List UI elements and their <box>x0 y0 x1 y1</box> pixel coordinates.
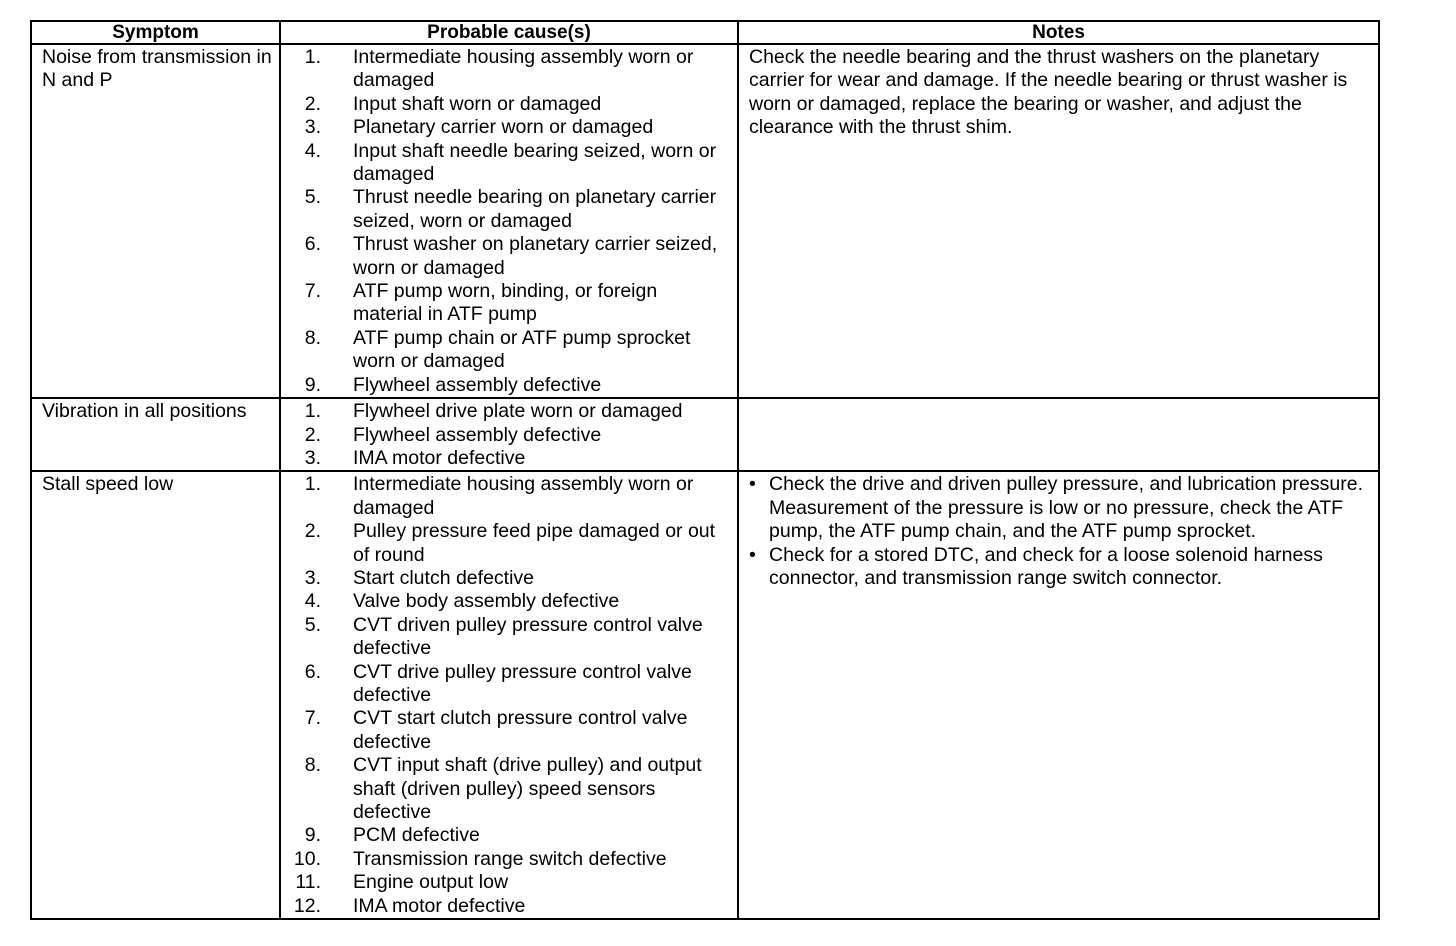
header-symptom: Symptom <box>32 22 280 44</box>
cause-text: ATF pump chain or ATF pump sprocket worn or damaged <box>353 326 691 373</box>
list-item <box>281 895 737 918</box>
table-row <box>32 398 1378 471</box>
probable-causes-cell <box>280 471 738 918</box>
cause-text: Flywheel drive plate worn or damaged <box>353 400 683 423</box>
cause-text: Start clutch defective <box>353 566 535 589</box>
cause-number: 1. <box>304 400 321 423</box>
cause-text: Flywheel assembly defective <box>353 423 602 446</box>
list-item <box>281 473 737 520</box>
cause-text: CVT start clutch pressure control valve defective <box>353 707 688 753</box>
list-item <box>281 46 737 93</box>
cause-number: 8. <box>304 326 321 349</box>
cause-number: 9. <box>304 373 321 396</box>
cause-list <box>281 45 737 397</box>
list-item <box>281 116 737 139</box>
cause-list <box>281 399 737 470</box>
cause-text: Flywheel assembly defective <box>353 373 602 396</box>
cause-text: Intermediate housing assembly worn or damaged <box>353 46 694 92</box>
cause-text: CVT drive pulley pressure control valve defective <box>353 660 692 706</box>
cause-number: 3. <box>304 446 321 469</box>
list-item <box>281 327 737 374</box>
cause-text: Input shaft worn or damaged <box>353 92 602 115</box>
cause-text: CVT input shaft (drive pulley) and output shaft (driven pulley) speed sensors defective <box>353 754 702 823</box>
cause-number: 3. <box>304 116 321 139</box>
cause-text: Input shaft needle bearing seized, worn or damaged <box>353 139 717 186</box>
list-item <box>281 186 737 233</box>
cause-list <box>281 472 737 918</box>
cause-text: Intermediate housing assembly worn or damaged <box>353 473 694 519</box>
list-item <box>281 848 737 871</box>
probable-causes-cell <box>280 398 738 471</box>
notes-bullet-list <box>749 473 1370 590</box>
cause-text: IMA motor defective <box>353 446 526 469</box>
cause-number: 11. <box>295 871 321 894</box>
cause-number: 3. <box>304 566 321 589</box>
list-item <box>749 544 1370 591</box>
troubleshooting-sheet <box>30 20 1380 920</box>
bullet-icon: • <box>749 543 756 566</box>
cause-number: 2. <box>304 423 321 446</box>
cause-number: 4. <box>304 590 321 613</box>
cause-text: Thrust needle bearing on planetary carrier seized, worn or damaged <box>353 186 717 232</box>
cause-number: 6. <box>304 233 321 256</box>
list-item <box>281 754 737 824</box>
header-row <box>32 22 1378 44</box>
notes-bullet-text: Check for a stored DTC, and check for a loose solenoid harness connector, and transmission range switch connector. <box>769 543 1323 589</box>
list-item <box>749 473 1370 543</box>
cause-text: Transmission range switch defective <box>353 847 667 870</box>
list-item <box>281 590 737 613</box>
cause-text: IMA motor defective <box>353 894 526 917</box>
cause-number: 12. <box>293 894 321 917</box>
cause-text: CVT driven pulley pressure control valve defective <box>353 613 703 660</box>
cause-text: PCM defective <box>353 824 480 847</box>
probable-causes-cell <box>280 44 738 398</box>
cause-number: 1. <box>304 473 321 496</box>
cause-number: 5. <box>304 186 321 209</box>
symptom-cell: Stall speed low <box>32 471 280 918</box>
cause-text: Planetary carrier worn or damaged <box>353 116 654 139</box>
table-body <box>32 44 1378 918</box>
cause-number: 2. <box>304 520 321 543</box>
cause-number: 1. <box>304 46 321 68</box>
list-item <box>281 374 737 397</box>
list-item <box>281 567 737 590</box>
notes-cell <box>738 44 1378 398</box>
list-item <box>281 140 737 187</box>
cause-number: 8. <box>304 754 321 777</box>
cause-text: Pulley pressure feed pipe damaged or out of round <box>353 520 716 566</box>
header-probable-causes: Probable cause(s) <box>280 22 738 44</box>
notes-text: Check the needle bearing and the thrust washers on the planetary carrier for wear and damage. If the needle bearing or thrust washer is worn or damaged, replace the bearing or washer, and adjust the clearance with the thrust shim. <box>749 46 1348 139</box>
cause-number: 5. <box>304 613 321 636</box>
list-item <box>281 824 737 847</box>
cause-number: 2. <box>304 92 321 115</box>
table-row <box>32 44 1378 398</box>
cause-text: Engine output low <box>353 871 509 894</box>
cause-number: 6. <box>304 660 321 683</box>
cause-text: ATF pump worn, binding, or foreign material in ATF pump <box>353 280 658 326</box>
symptom-cell: Noise from transmission in N and P <box>32 44 280 398</box>
cause-text: Thrust washer on planetary carrier seized, worn or damaged <box>353 233 718 279</box>
list-item <box>281 280 737 327</box>
cause-number: 7. <box>304 707 321 730</box>
list-item <box>281 707 737 754</box>
list-item <box>281 233 737 280</box>
symptom-cell: Vibration in all positions <box>32 398 280 471</box>
notes-bullet-text: Check the drive and driven pulley pressure, and lubrication pressure. Measurement of the pressure is low or no pressure, check the ATF pump, the ATF pump chain, and the ATF pump sprocket. <box>769 473 1363 543</box>
list-item <box>281 614 737 661</box>
cause-number: 4. <box>304 139 321 162</box>
troubleshooting-table <box>32 22 1378 918</box>
cause-number: 10. <box>293 847 321 870</box>
list-item <box>281 520 737 567</box>
bullet-icon: • <box>749 473 756 496</box>
notes-cell <box>738 471 1378 918</box>
table-row <box>32 471 1378 918</box>
list-item <box>281 871 737 894</box>
cause-text: Valve body assembly defective <box>353 590 620 613</box>
list-item <box>281 424 737 447</box>
header-notes: Notes <box>738 22 1378 44</box>
cause-number: 9. <box>304 824 321 847</box>
cause-number: 7. <box>304 280 321 303</box>
list-item <box>281 661 737 708</box>
notes-cell <box>738 398 1378 471</box>
list-item <box>281 400 737 423</box>
list-item <box>281 447 737 470</box>
list-item <box>281 93 737 116</box>
